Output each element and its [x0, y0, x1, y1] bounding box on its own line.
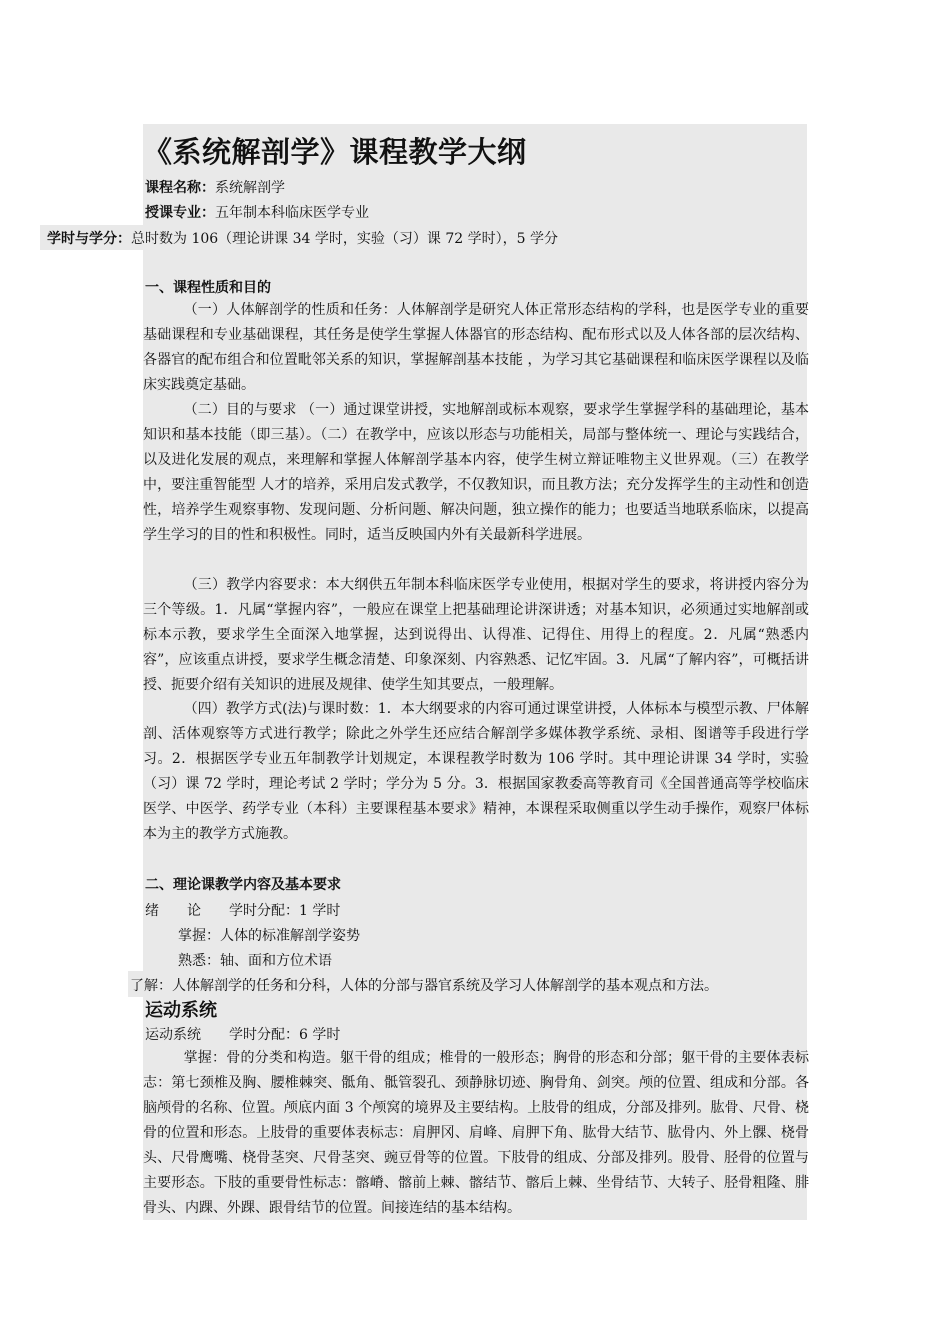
- paragraph-content-levels: （三）教学内容要求：本大纲供五年制本科临床医学专业使用，根据对学生的要求，将讲授内容分为三个等级。1．凡属“掌握内容”，一般应在课堂上把基础理论讲深讲透；对基本知识，必须通过实地解剖或标本示教，要求学生全面深入地掌握，达到说得出、认得准、记得住、用得上的程度。2．凡属“熟悉内容”，应该重点讲授，要求学生概念清楚、印象深刻、内容熟悉、记忆牢固。3．凡属“了解内容”，可概括讲授、扼要介绍有关知识的进展及规律、使学生知其要点，一般理解。: [143, 577, 809, 693]
- section2-heading: 二、理论课教学内容及基本要求: [145, 877, 341, 893]
- page-title: 《系统解剖学》课程教学大纲: [143, 135, 527, 169]
- hours-value: 总时数为 106（理论讲课 34 学时，实验（习）课 72 学时），5 学分: [131, 231, 558, 247]
- intro-hours-line: 绪 论 学时分配：1 学时: [145, 903, 341, 919]
- major-label: 授课专业：: [145, 205, 215, 221]
- major-row: [145, 202, 369, 222]
- course-name-value: 系统解剖学: [215, 180, 285, 196]
- section1-heading: 一、课程性质和目的: [145, 280, 271, 296]
- intro-master-line: 掌握：人体的标准解剖学姿势: [178, 928, 360, 944]
- system-hours-line: 运动系统 学时分配：6 学时: [145, 1027, 341, 1043]
- intro-know-line: 了解：人体解剖学的任务和分科，人体的分部与器官系统及学习人体解剖学的基本观点和方法。: [130, 978, 718, 994]
- paragraph-goals: （二）目的与要求 （一）通过课堂讲授，实地解剖或标本观察，要求学生掌握学科的基础理论，基本知识和基本技能（即三基）。（二）在教学中，应该以形态与功能相关，局部与整体统一、理论与实践结合，以及进化发展的观点，来理解和掌握人体解剖学基本内容，使学生树立辩证唯物主义世界观。（三）在教学中，要注重智能型 人才的培养，采用启发式教学，不仅教知识，而且教方法；充分发挥学生的主动性和创造性，培养学生观察事物、发现问题、分析问题、解决问题，独立操作的能力；也要适当地联系临床，以提高学生学习的目的性和积极性。同时，适当反映国内外有关最新科学进展。: [143, 402, 809, 543]
- course-name-row: [145, 177, 285, 197]
- hours-row: [47, 228, 558, 248]
- major-value: 五年制本科临床医学专业: [215, 205, 369, 221]
- course-name-label: 课程名称：: [145, 180, 215, 196]
- hours-label: 学时与学分：: [47, 231, 131, 247]
- system-heading: 运动系统: [145, 1000, 217, 1021]
- paragraph-nature: （一）人体解剖学的性质和任务：人体解剖学是研究人体正常形态结构的学科，也是医学专业的重要基础课程和专业基础课程，其任务是使学生掌握人体器官的形态结构、配布形式以及人体各部的层次结构、各器官的配布组合和位置毗邻关系的知识，掌握解剖基本技能 ，为学习其它基础课程和临床医学课程以及临床实践奠定基础。: [143, 302, 809, 393]
- system-master-paragraph: 掌握：骨的分类和构造。躯干骨的组成；椎骨的一般形态；胸骨的形态和分部；躯干骨的主要体表标志：第七颈椎及胸、腰椎棘突、骶角、骶管裂孔、颈静脉切迹、胸骨角、剑突。颅的位置、组成和分部。各脑颅骨的名称、位置。颅底内面 3 个颅窝的境界及主要结构。上肢骨的组成，分部及排列。肱骨、尺骨、桡骨的位置和形态。上肢骨的重要体表标志：肩胛冈、肩峰、肩胛下角、肱骨大结节、肱骨内、外上髁、桡骨头、尺骨鹰嘴、桡骨茎突、尺骨茎突、豌豆骨等的位置。下肢骨的组成、分部及排列。股骨、胫骨的位置与主要形态。下肢的重要骨性标志：髂嵴、髂前上棘、髂结节、髂后上棘、坐骨结节、大转子、胫骨粗隆、腓骨头、内踝、外踝、跟骨结节的位置。间接连结的基本结构。: [143, 1050, 809, 1216]
- paragraph-methods: （四）教学方式(法)与课时数：1．本大纲要求的内容可通过课堂讲授，人体标本与模型示教、尸体解剖、活体观察等方式进行教学；除此之外学生还应结合解剖学多媒体教学系统、录相、图谱等手段进行学习。2．根据医学专业五年制教学计划规定，本课程教学时数为 106 学时。其中理论讲课 34 学时，实验（习）课 72 学时，理论考试 2 学时；学分为 5 分。3．根据国家教委高等教育司《全国普通高等学校临床医学、中医学、药学专业（本科）主要课程基本要求》精神，本课程采取侧重以学生动手操作，观察尸体标本为主的教学方式施教。: [143, 701, 809, 842]
- intro-familiar-line: 熟悉：轴、面和方位术语: [178, 953, 332, 969]
